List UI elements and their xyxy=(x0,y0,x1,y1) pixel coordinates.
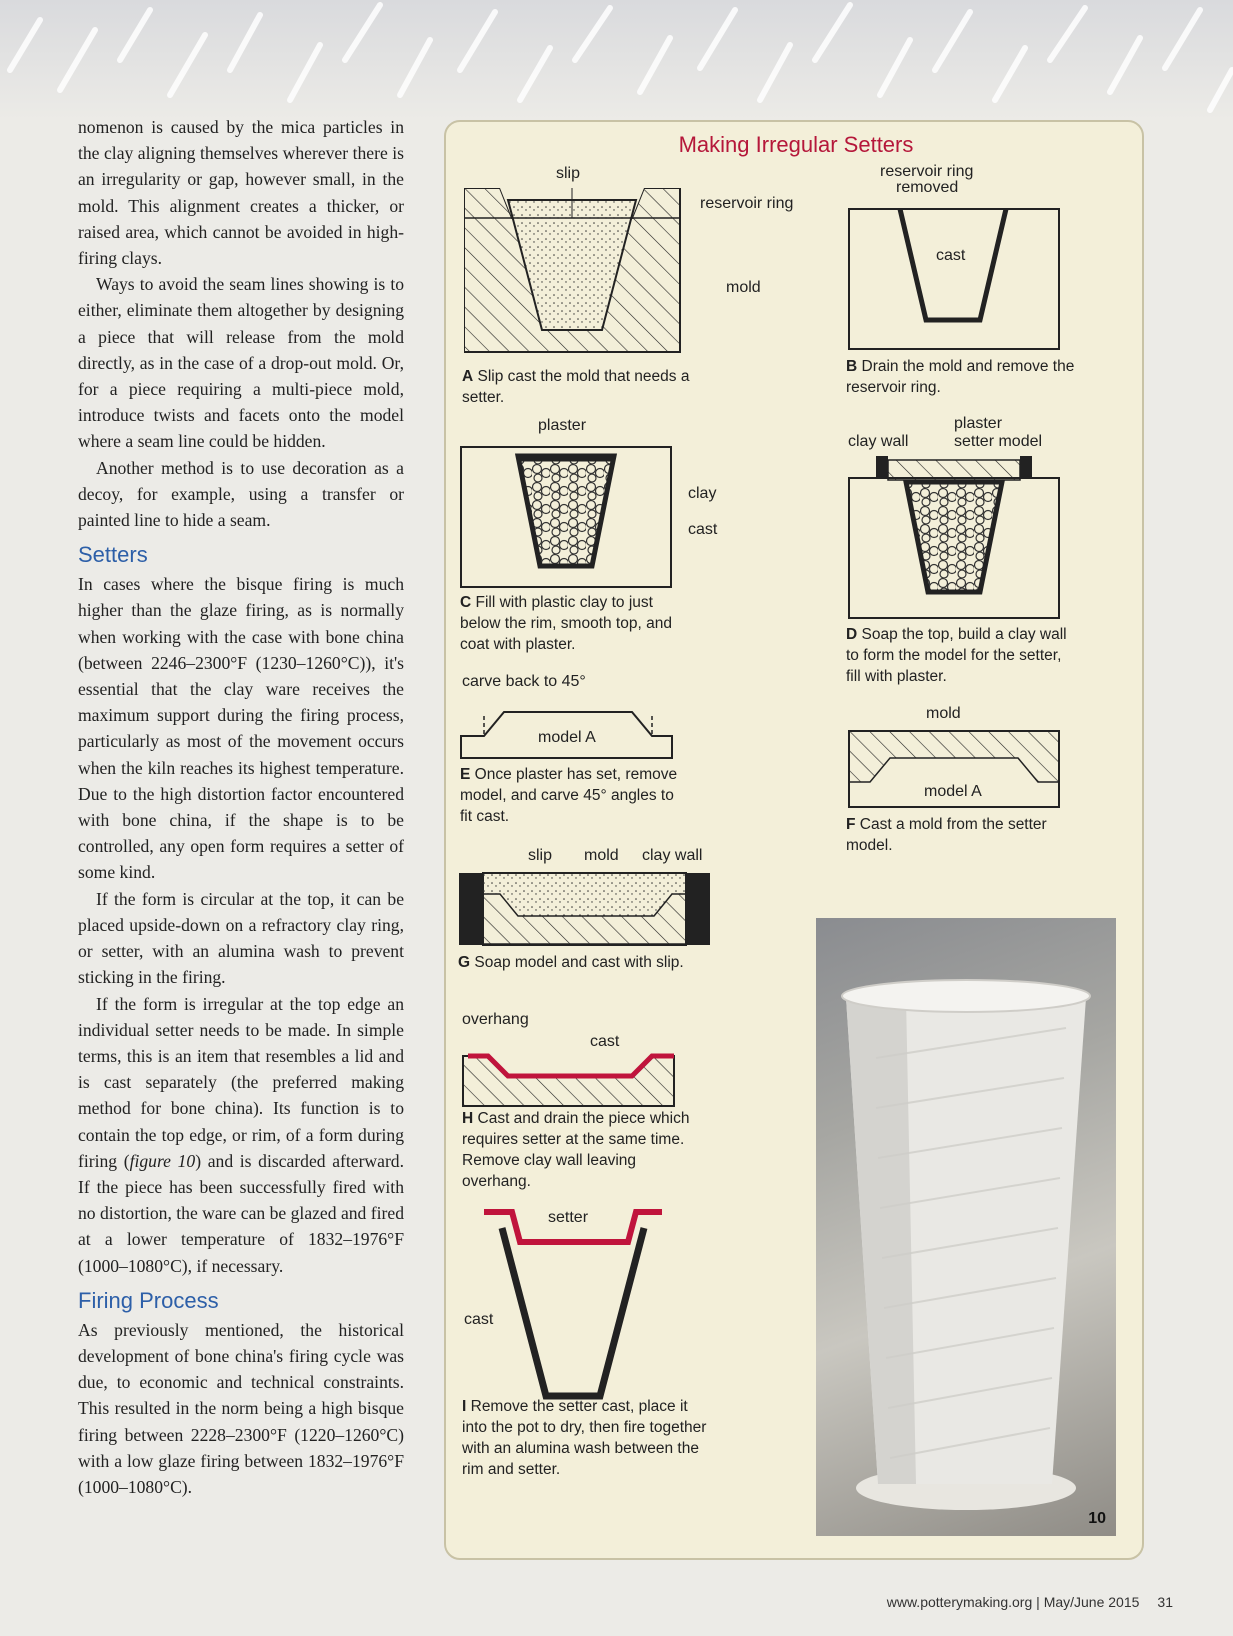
paragraph-text: If the form is irregular at the top edge an individual setter needs to be made. In simple terms, this is an item that resembles a lid and is cast separately (the preferred making method for bone china). Its function is to contain the top edge, or rim, of a form during firing ( xyxy=(78,993,404,1171)
diagram-b xyxy=(848,208,1068,354)
label-model-a: model A xyxy=(538,729,596,746)
footer-separator: | xyxy=(1032,1594,1044,1610)
caption-c xyxy=(460,592,690,655)
label-model-a: model A xyxy=(924,783,982,800)
caption-letter: E xyxy=(460,766,471,783)
figure-reference: figure 10 xyxy=(129,1150,196,1171)
paragraph: If the form is circular at the top, it can be placed upside-down on a refractory clay ring, or setter, with an alumina wash to prevent sticking in the firing. xyxy=(78,888,404,988)
section-heading-setters: Setters xyxy=(78,542,148,568)
label-slip: slip xyxy=(556,165,581,182)
label-cast: cast xyxy=(936,247,966,264)
caption-letter: G xyxy=(458,954,471,971)
caption-letter: C xyxy=(460,594,472,611)
paragraph-text: ) and is discarded afterward. If the piece has been successfully fired with no distortion, the ware can be glazed and fired at a lower temperature of 1832–1976°F (1000–1080°C), if necessary. xyxy=(78,1150,404,1276)
caption-f xyxy=(846,814,1076,856)
figure-number: 10 xyxy=(1088,1510,1106,1527)
page-number: 31 xyxy=(1157,1594,1173,1610)
caption-text: Remove the setter cast, place it into the pot to dry, then fire together with an alumina wash between the rim and setter. xyxy=(462,1398,707,1478)
caption-letter: A xyxy=(462,368,474,385)
diagram-h xyxy=(462,1044,686,1110)
caption-b xyxy=(846,356,1076,398)
figure-10-photo xyxy=(816,918,1116,1536)
diagram-g xyxy=(458,872,714,948)
label-cast: cast xyxy=(688,521,718,538)
label-mold: mold xyxy=(926,705,961,722)
diagram-d xyxy=(848,452,1068,622)
caption-text: Cast a mold from the setter model. xyxy=(846,816,1047,854)
sidebar-panel xyxy=(444,120,1144,1560)
paragraph: As previously mentioned, the historical development of bone china's firing cycle was due, to economic and technical constraints. This resulted in the norm being a high bisque firing between 2228–2300°F (1220–1260°C) with a low glaze firing between 1832–1976°F (1000–1080°C). xyxy=(78,1319,404,1497)
caption-g xyxy=(458,952,758,973)
caption-text: Once plaster has set, remove model, and carve 45° angles to fit cast. xyxy=(460,766,678,825)
label-plaster: plaster xyxy=(954,415,1003,432)
caption-i xyxy=(462,1396,712,1480)
paragraph: Ways to avoid the seam lines showing is to either, eliminate them altogether by designing a piece that will release from the mold directly, as in the case of a drop-out mold. Or, for a piece requiring a multi-piece mold, introduce twists and facets onto the model where a seam line could be hidden. xyxy=(78,274,404,452)
label-clay-wall: clay wall xyxy=(848,433,909,450)
caption-text: Cast and drain the piece which requires setter at the same time. Remove clay wall leaving overhang. xyxy=(462,1110,690,1190)
caption-a xyxy=(462,366,692,408)
caption-h xyxy=(462,1108,692,1192)
paragraph: nomenon is caused by the mica particles in the clay aligning themselves wherever there is an irregularity or gap, however small, in the mold. This alignment creates a thicker, or raised area, which cannot be avoided in high-firing clays. xyxy=(78,117,404,269)
label-slip: slip xyxy=(528,847,553,864)
label-plaster: plaster xyxy=(538,417,587,434)
footer-url[interactable]: www.potterymaking.org xyxy=(886,1594,1033,1610)
diagram-i xyxy=(476,1206,676,1406)
label-reservoir-ring-removed: reservoir ring xyxy=(880,163,974,180)
paragraph: Another method is to use decoration as a decoy, for example, using a transfer or painted line to hide a seam. xyxy=(78,457,404,531)
label-carve-back: carve back to 45° xyxy=(462,673,586,690)
paragraph xyxy=(78,991,404,1279)
label-cast: cast xyxy=(590,1033,620,1050)
decorative-header-band xyxy=(0,0,1233,120)
porcelain-vase-image xyxy=(816,918,1116,1536)
caption-e xyxy=(460,764,690,827)
caption-letter: H xyxy=(462,1110,474,1127)
sidebar-title: Making Irregular Setters xyxy=(678,132,914,157)
caption-text: Soap the top, build a clay wall to form the model for the setter, fill with plaster. xyxy=(846,626,1067,685)
caption-text: Soap model and cast with slip. xyxy=(470,954,684,971)
footer-issue: May/June 2015 xyxy=(1043,1594,1140,1610)
paragraph: In cases where the bisque firing is much higher than the glaze firing, as is normally when working with the case with bone china (between 2246–2300°F (1230–1260°C)), it's essential that the clay ware receives the maximum support during the firing process, particularly as most of the movement occurs when the kiln reaches its highest temperature. Due to the high distortion factor encountered with bone china, if the shape is to be controlled, any open form requires a setter of some kind. xyxy=(78,574,404,883)
caption-letter: I xyxy=(462,1398,467,1415)
label-clay: clay xyxy=(688,485,717,502)
label-reservoir-ring: reservoir ring xyxy=(700,195,794,212)
page-footer xyxy=(887,1594,1173,1610)
diagram-c xyxy=(460,446,680,596)
caption-letter: D xyxy=(846,626,858,643)
caption-text: Drain the mold and remove the reservoir ring. xyxy=(846,358,1075,396)
label-setter-model: setter model xyxy=(954,433,1043,450)
caption-text: Fill with plastic clay to just below the rim, smooth top, and coat with plaster. xyxy=(460,594,672,653)
label-removed: removed xyxy=(896,179,959,196)
label-mold: mold xyxy=(584,847,619,864)
label-setter: setter xyxy=(548,1209,589,1226)
article-body xyxy=(78,114,404,1500)
label-overhang: overhang xyxy=(462,1011,529,1028)
label-mold: mold xyxy=(726,279,761,296)
label-clay-wall: clay wall xyxy=(642,847,703,864)
brush-stroke-pattern xyxy=(0,0,1233,120)
caption-letter: B xyxy=(846,358,858,375)
caption-d xyxy=(846,624,1076,687)
diagram-a xyxy=(464,188,694,358)
caption-letter: F xyxy=(846,816,856,833)
caption-text: Slip cast the mold that needs a setter. xyxy=(462,368,690,406)
label-cast: cast xyxy=(464,1311,494,1328)
section-heading-firing-process: Firing Process xyxy=(78,1287,219,1313)
